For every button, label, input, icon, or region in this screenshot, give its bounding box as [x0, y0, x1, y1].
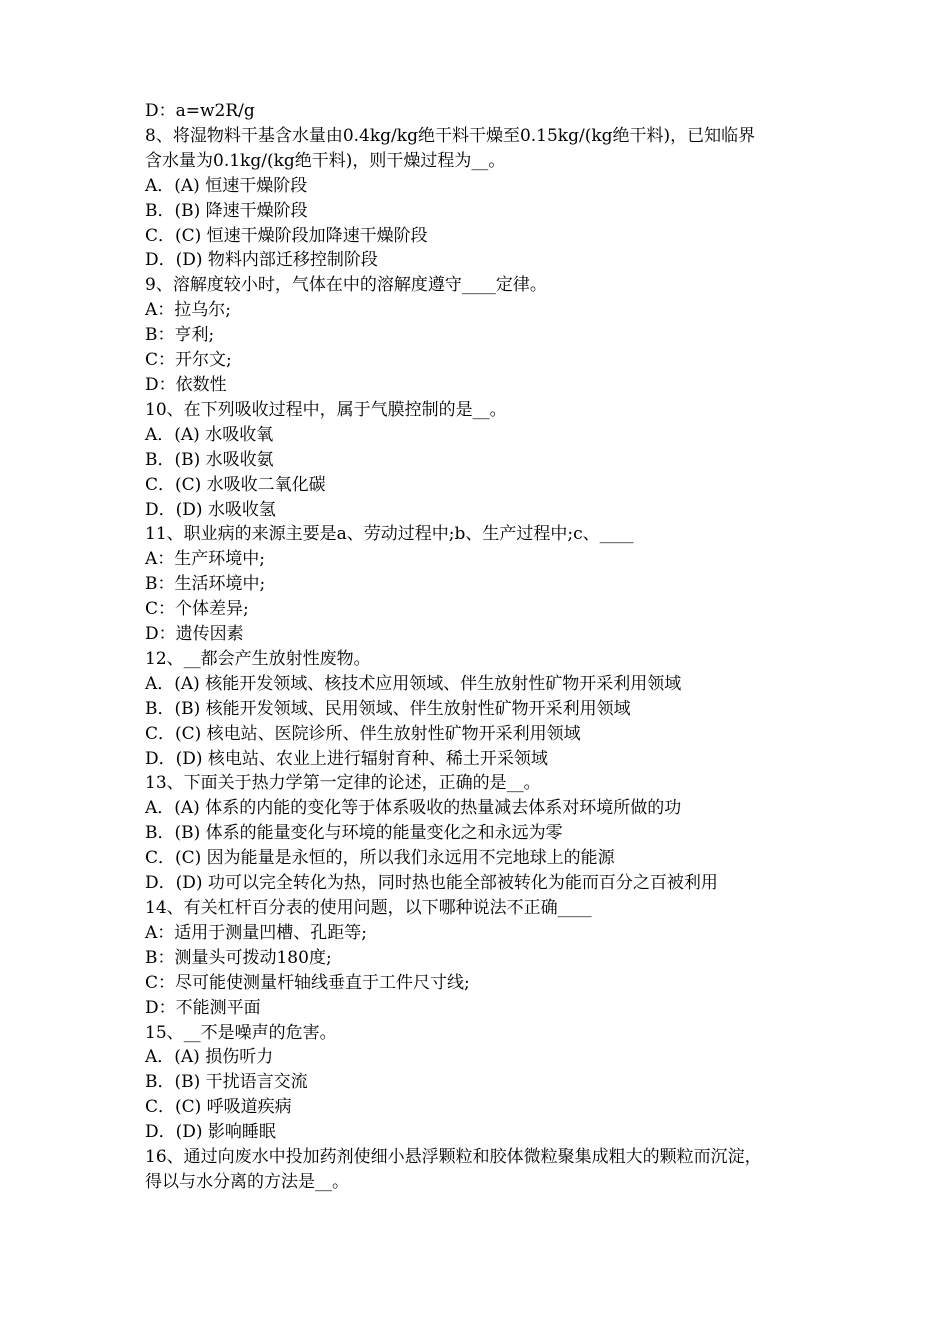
option-b-q12: B．(B) 核能开发领域、民用领域、伴生放射性矿物开采利用领域: [145, 698, 631, 719]
document-body: [145, 99, 817, 1195]
option-a-q11: A：生产环境中;: [145, 549, 266, 570]
option-b-q13: B．(B) 体系的能量变化与环境的能量变化之和永远为零: [145, 823, 563, 844]
option-d-q15: D．(D) 影响睡眠: [145, 1122, 276, 1143]
option-a-q14: A：适用于测量凹槽、孔距等;: [145, 922, 368, 943]
question-13-stem: 13、下面关于热力学第一定律的论述，正确的是__。: [145, 773, 541, 794]
option-d-q10: D．(D) 水吸收氢: [145, 499, 276, 520]
option-a-q15: A．(A) 损伤听力: [145, 1047, 274, 1068]
option-d-q11: D：遗传因素: [145, 624, 244, 645]
question-12-stem: 12、__都会产生放射性废物。: [145, 648, 371, 669]
question-10-stem: 10、在下列吸收过程中，属于气膜控制的是__。: [145, 399, 507, 420]
option-d-q9: D：依数性: [145, 374, 227, 395]
option-a-q8: A．(A) 恒速干燥阶段: [145, 175, 308, 196]
question-16-stem: 16、通过向废水中投加药剂使细小悬浮颗粒和胶体微粒聚集成粗大的颗粒而沉淀，: [145, 1147, 762, 1168]
question-14-stem: 14、有关杠杆百分表的使用问题，以下哪种说法不正确____: [145, 898, 592, 918]
option-d-q7: D：a=w2R/g: [145, 101, 255, 121]
question-15-stem: 15、__不是噪声的危害。: [145, 1022, 337, 1043]
option-d-q8: D．(D) 物料内部迁移控制阶段: [145, 250, 378, 271]
option-c-q9: C：开尔文;: [145, 350, 232, 371]
option-d-q13: D．(D) 功可以完全转化为热，同时热也能全部被转化为能而百分之百被利用: [145, 873, 718, 894]
option-b-q8: B．(B) 降速干燥阶段: [145, 200, 308, 221]
question-8-stem-cont: 含水量为0.1kg/(kg绝干料)，则干燥过程为__。: [145, 150, 506, 171]
option-b-q15: B．(B) 干扰语言交流: [145, 1072, 308, 1093]
option-a-q10: A．(A) 水吸收氧: [145, 424, 274, 445]
option-c-q15: C．(C) 呼吸道疾病: [145, 1097, 292, 1118]
option-c-q13: C．(C) 因为能量是永恒的，所以我们永远用不完地球上的能源: [145, 848, 615, 869]
option-b-q9: B：亨利;: [145, 325, 215, 346]
option-b-q10: B．(B) 水吸收氨: [145, 449, 274, 470]
question-9-stem: 9、溶解度较小时，气体在中的溶解度遵守____定律。: [145, 275, 547, 296]
option-c-q14: C：尽可能使测量杆轴线垂直于工件尺寸线;: [145, 972, 470, 993]
option-b-q14: B：测量头可拨动180度;: [145, 947, 332, 968]
option-c-q8: C．(C) 恒速干燥阶段加降速干燥阶段: [145, 225, 428, 246]
question-16-stem-cont: 得以与水分离的方法是__。: [145, 1171, 349, 1192]
option-c-q12: C．(C) 核电站、医院诊所、伴生放射性矿物开采利用领域: [145, 723, 581, 744]
question-8-stem: 8、将湿物料干基含水量由0.4kg/kg绝干料干燥至0.15kg/(kg绝干料)，已知临界: [145, 125, 756, 146]
option-c-q11: C：个体差异;: [145, 599, 249, 620]
option-d-q12: D．(D) 核电站、农业上进行辐射育种、稀土开采领域: [145, 748, 548, 769]
option-b-q11: B：生活环境中;: [145, 574, 266, 595]
option-c-q10: C．(C) 水吸收二氧化碳: [145, 474, 326, 495]
option-a-q12: A．(A) 核能开发领域、核技术应用领域、伴生放射性矿物开采利用领域: [145, 673, 682, 694]
option-a-q9: A：拉乌尔;: [145, 300, 232, 321]
question-11-stem: 11、职业病的来源主要是a、劳动过程中;b、生产过程中;c、____: [145, 524, 634, 545]
option-d-q14: D：不能测平面: [145, 997, 261, 1018]
option-a-q13: A．(A) 体系的内能的变化等于体系吸收的热量减去体系对环境所做的功: [145, 798, 682, 819]
